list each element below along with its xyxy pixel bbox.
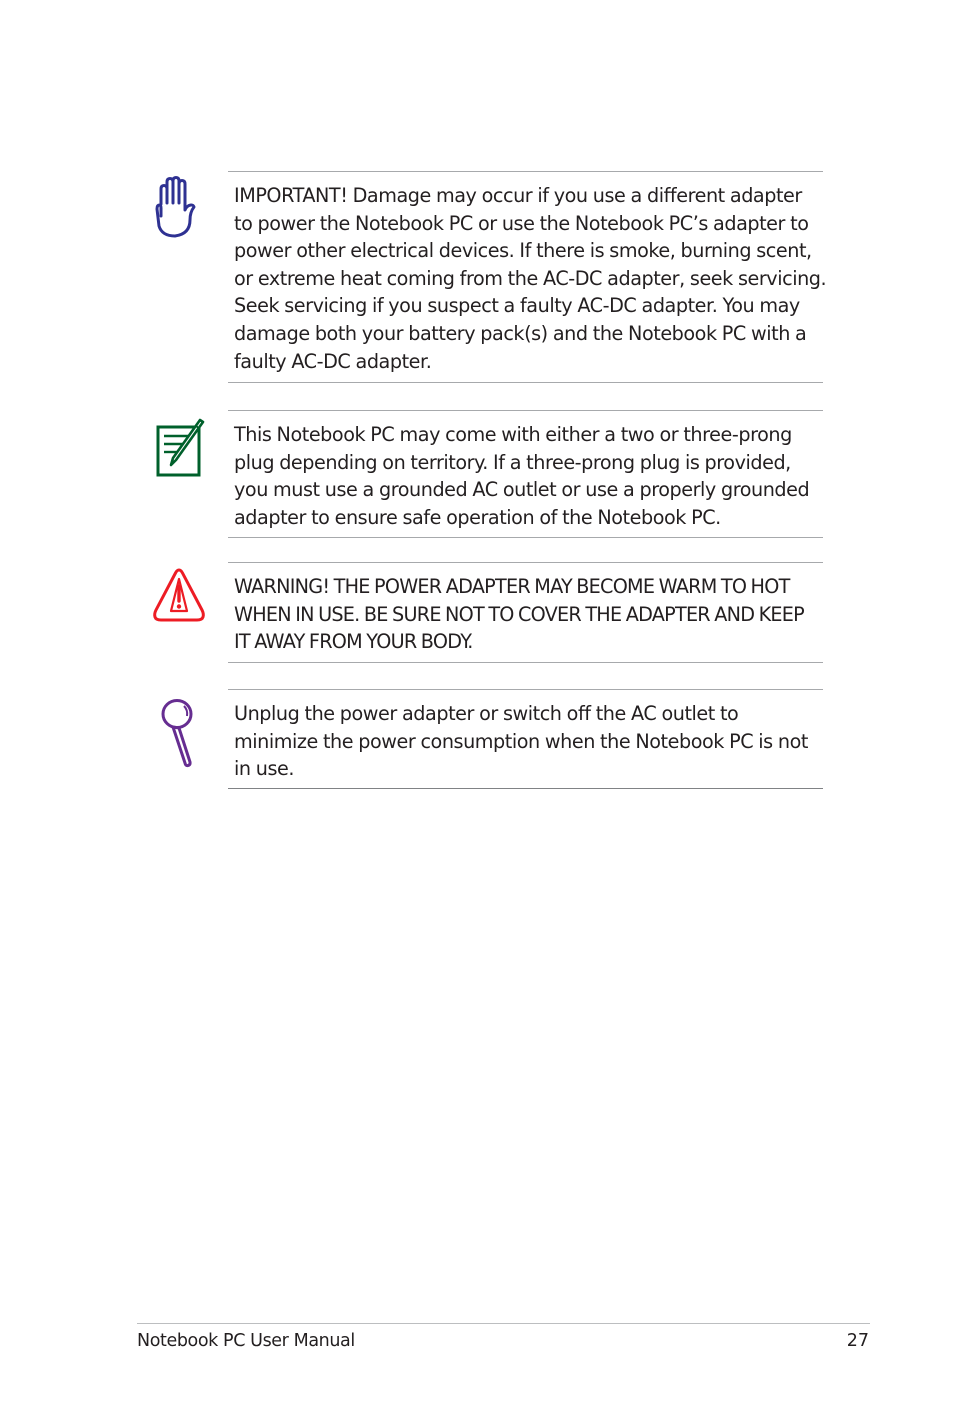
notice-rule-bottom [228,537,823,538]
notice-rule-bottom [228,662,823,663]
notice-text: WARNING! THE POWER ADAPTER MAY BECOME WARM TO HOT WHEN IN USE. BE SURE NOT TO COVER THE ADAPTER AND KEEP IT AWAY FROM YOUR BODY. [234,575,804,654]
notice-text: IMPORTANT! Damage may occur if you use a different adapter to power the Notebook PC or use the Notebook PC’s adapter to power other electrical devices. If there is smoke, burning scent, or extreme heat coming from the AC-DC adapter, seek servicing. Seek servicing if you suspect a faulty AC-DC adapter. You may damage both your battery pack(s) and the Notebook PC with a faulty AC-DC adapter. [234,184,827,373]
notice-rule-top [228,562,823,563]
warning-triangle-icon [150,566,208,630]
notice-rule-top [228,171,823,172]
magnifier-tip-icon [150,698,206,774]
notice-rule-bottom [228,382,823,383]
notice-rule-top [228,689,823,690]
notice-text: Unplug the power adapter or switch off the AC outlet to minimize the power consumption when the Notebook PC is not in use. [234,702,808,781]
footer-title: Notebook PC User Manual [137,1331,355,1351]
footer-rule [137,1323,870,1324]
hand-stop-icon [150,176,202,244]
notice-rule-bottom [228,788,823,789]
notice-text: This Notebook PC may come with either a two or three-prong plug depending on territory. If a three-prong plug is provided, you must use a grounded AC outlet or use a properly grounded adapter to ensure safe operation of the Notebook PC. [234,423,810,529]
notice-rule-top [228,410,823,411]
note-pencil-icon [150,418,208,484]
page-number: 27 [846,1331,869,1351]
